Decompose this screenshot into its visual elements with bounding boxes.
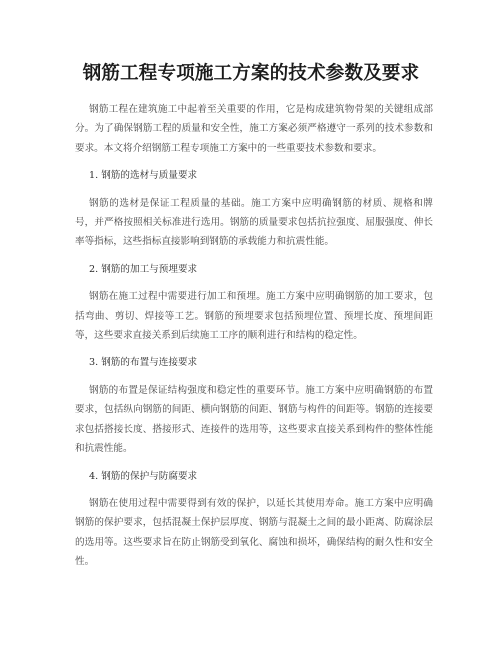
intro-paragraph: 钢筋工程在建筑施工中起着至关重要的作用，它是构成建筑物骨架的关键组成部分。为了确保钢筋工程的质量和安全性，施工方案必须严格遵守一系列的技术参数和要求。本文将介绍钢筋工程专项施工方案中的一些重要技术参数和要求。 — [75, 104, 433, 154]
section-body-2: 钢筋在施工过程中需要进行加工和预埋。施工方案中应明确钢筋的加工要求，包括弯曲、剪切、焊接等工艺。钢筋的预埋要求包括预埋位置、预埋长度、预埋间距等，这些要求直接关系到后续施工工序的顺利进行和结构的稳定性。 — [75, 291, 433, 342]
section-body-3: 钢筋的布置是保证结构强度和稳定性的重要环节。施工方案中应明确钢筋的布置要求，包括纵向钢筋的间距、横向钢筋的间距、钢筋与构件的间距等。钢筋的连接要求包括搭接长度、搭接形式、连接件的选用等，这些要求直接关系到构件的整体性能和抗震性能。 — [75, 384, 433, 455]
section-heading-4: 4. 钢筋的保护与防腐要求 — [89, 470, 198, 482]
document-title: 钢筋工程专项施工方案的技术参数及要求 — [82, 63, 420, 84]
section-body-4: 钢筋在使用过程中需要得到有效的保护，以延长其使用寿命。施工方案中应明确钢筋的保护要求，包括混凝土保护层厚度、钢筋与混凝土之间的最小距离、防腐涂层的选用等。这些要求旨在防止钢筋受到氧化、腐蚀和损坏，确保结构的耐久性和安全性。 — [75, 497, 433, 568]
section-heading-3: 3. 钢筋的布置与连接要求 — [89, 357, 198, 369]
section-heading-2: 2. 钢筋的加工与预埋要求 — [89, 263, 198, 275]
section-heading-1: 1. 钢筋的选材与质量要求 — [89, 170, 198, 182]
document-body — [75, 100, 433, 580]
section-body-1: 钢筋的选材是保证工程质量的基础。施工方案中应明确钢筋的材质、规格和牌号，并严格按照相关标准进行选用。钢筋的质量要求包括抗拉强度、屈服强度、伸长率等指标，这些指标直接影响到钢筋的承载能力和抗震性能。 — [75, 197, 433, 248]
